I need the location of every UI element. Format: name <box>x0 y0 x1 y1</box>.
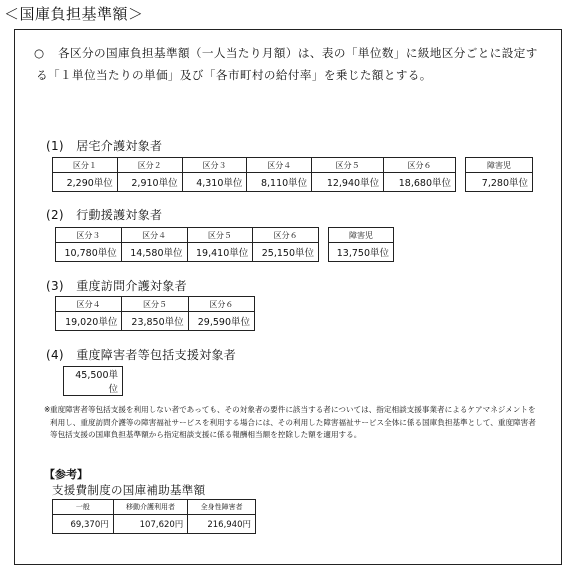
footnote-mark: ※ <box>44 405 51 414</box>
section-3-header: 区分４ <box>56 297 122 312</box>
reference-title: 支援費制度の国庫補助基準額 <box>52 483 206 497</box>
section-2-value: 25,150単位 <box>253 243 319 262</box>
section-2-extra-header: 障害児 <box>329 228 394 243</box>
section-2-extra-table <box>328 227 394 262</box>
section-3-value: 19,020単位 <box>56 312 122 331</box>
section-4-heading: (4) 重度障害者等包括支援対象者 <box>46 348 237 362</box>
section-2-value: 10,780単位 <box>56 243 122 262</box>
section-1-extra-value: 7,280単位 <box>466 173 533 192</box>
section-2-heading: (2) 行動援護対象者 <box>46 208 163 222</box>
intro-text: 各区分の国庫負担基準額（一人当たり月額）は、表の「単位数」に級地区分ごとに設定する「１単位当たりの単価」及び「各市町村の給付率」を乗じた額とする。 <box>36 46 538 82</box>
section-1-value: 2,290単位 <box>53 173 118 192</box>
section-2-header: 区分３ <box>56 228 122 243</box>
reference-header: 移動介護利用者 <box>113 500 188 515</box>
section-1-header: 区分３ <box>182 158 247 173</box>
section-1-value: 8,110単位 <box>247 173 312 192</box>
section-1-extra-table <box>465 157 533 192</box>
reference-label: 【参考】 <box>44 468 88 481</box>
reference-value: 107,620円 <box>113 515 188 534</box>
section-3-table <box>55 296 255 331</box>
section-2-header: 区分５ <box>187 228 253 243</box>
section-1-value: 2,910単位 <box>117 173 182 192</box>
section-1-value: 18,680単位 <box>384 173 456 192</box>
reference-header: 全身性障害者 <box>188 500 256 515</box>
section-4-table <box>63 366 123 396</box>
section-1-header: 区分１ <box>53 158 118 173</box>
section-4-value: 45,500単位 <box>64 367 123 396</box>
section-2-value: 19,410単位 <box>187 243 253 262</box>
intro-bullet: ○ <box>34 46 45 60</box>
intro-paragraph <box>36 42 546 86</box>
section-3-heading: (3) 重度訪問介護対象者 <box>46 279 187 293</box>
section-2-extra-value: 13,750単位 <box>329 243 394 262</box>
section-1-value: 4,310単位 <box>182 173 247 192</box>
reference-table <box>52 499 256 534</box>
reference-header: 一般 <box>53 500 114 515</box>
section-3-value: 23,850単位 <box>122 312 188 331</box>
section-1-header: 区分５ <box>312 158 384 173</box>
reference-value: 69,370円 <box>53 515 114 534</box>
section-3-header: 区分５ <box>122 297 188 312</box>
section-2-header: 区分４ <box>121 228 187 243</box>
section-3-header: 区分６ <box>188 297 254 312</box>
section-1-heading: (1) 居宅介護対象者 <box>46 139 163 153</box>
section-1-header: 区分４ <box>247 158 312 173</box>
section-2-header: 区分６ <box>253 228 319 243</box>
section-1-extra-header: 障害児 <box>466 158 533 173</box>
page-title: ＜国庫負担基準額＞ <box>4 5 144 23</box>
section-1-header: 区分２ <box>117 158 182 173</box>
footnote <box>44 404 538 442</box>
section-1-value: 12,940単位 <box>312 173 384 192</box>
section-3-value: 29,590単位 <box>188 312 254 331</box>
section-2-table <box>55 227 319 262</box>
section-1-table <box>52 157 456 192</box>
reference-value: 216,940円 <box>188 515 256 534</box>
footnote-text: 重度障害者等包括支援を利用しない者であっても、その対象者の要件に該当する者については、指定相談支援事業者によるケアマネジメントを利用し、重度訪問介護等の障害福祉サービスを利用する場合には、その利用した障害福祉サービス全体に係る国庫負担基準として、重度障害者等包括支援の国庫負担基準額から指定相談支援に係る報酬相当額を控除した額を適用する。 <box>50 405 536 439</box>
section-1-header: 区分６ <box>384 158 456 173</box>
section-2-value: 14,580単位 <box>121 243 187 262</box>
